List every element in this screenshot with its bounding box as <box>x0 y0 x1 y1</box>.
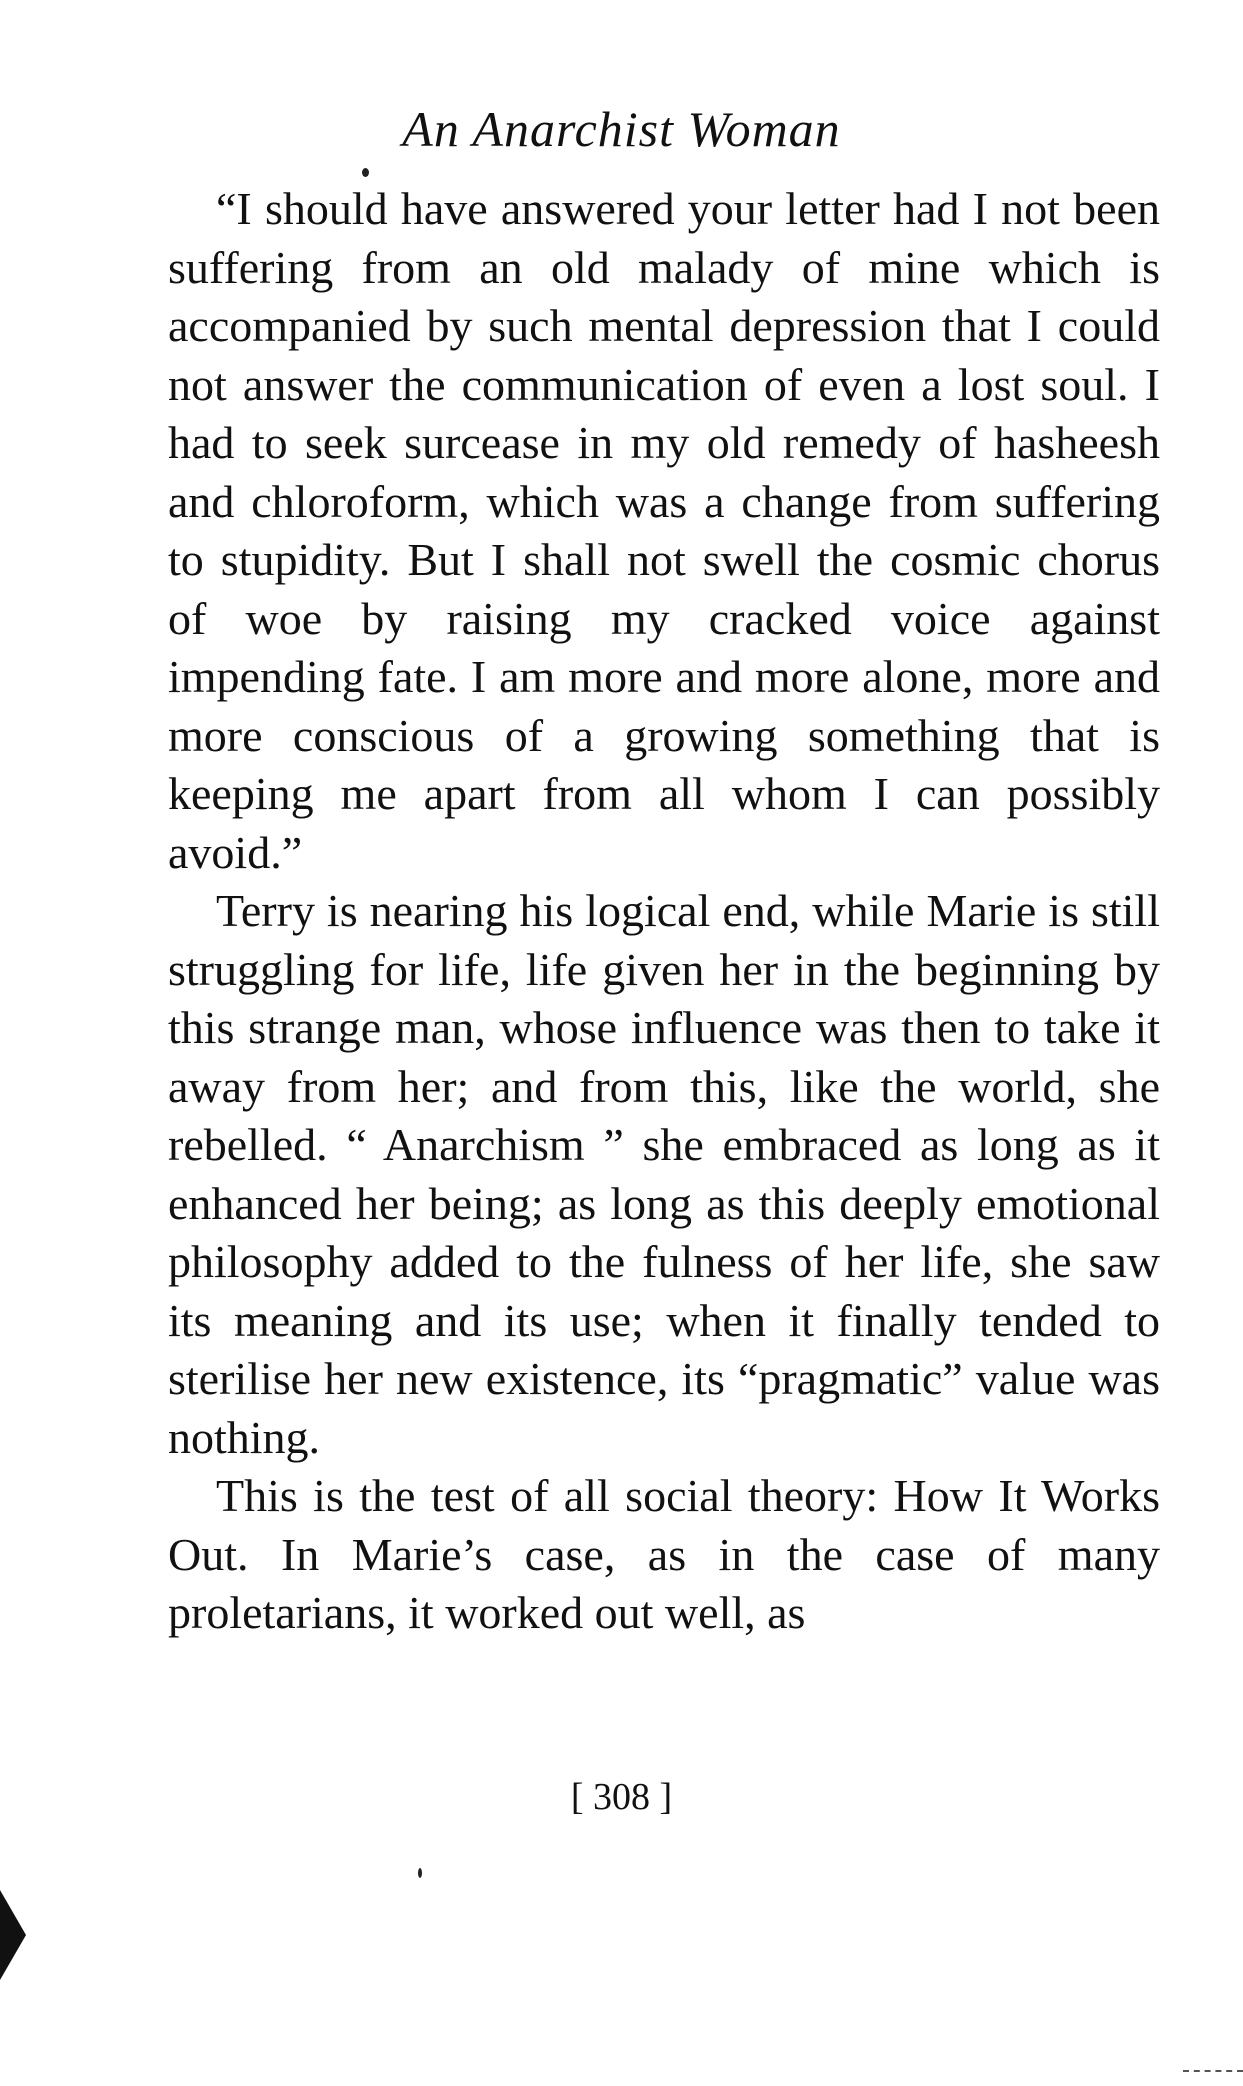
corner-smudge <box>1183 2070 1243 2078</box>
page-number: [ 308 ] <box>570 1776 673 1818</box>
paragraph-terry-marie: Terry is nearing his logical end, while Marie is still struggling for life, life given her in the beginning by this strange man, whose influence was then to take it away from her; and from this, like the world, she rebelled. “ Anarchism ” she embraced as long as it enhanced her being; as long as this deeply emotional philosophy added to the fulness of her life, she saw its meaning and its use; when it finally tended to sterilise her new existence, its “pragmatic” value was nothing. <box>168 885 1160 1463</box>
ink-speck <box>418 1868 422 1878</box>
body-text <box>168 180 1160 1643</box>
paragraph-social-theory: This is the test of all social theory: How It Works Out. In Marie’s case, as in the case of many proletarians, it worked out well, as <box>168 1470 1160 1638</box>
running-title: An Anarchist Woman <box>402 101 841 157</box>
page-edge-mark <box>0 1890 26 1980</box>
ink-speck <box>362 168 369 177</box>
paragraph-letter-quote: “I should have answered your letter had I not been suffering from an old malady of mine which is accompanied by such mental depression that I could not answer the communication of even a lost soul. I had to seek surcease in my old remedy of hasheesh and chloroform, which was a change from suffering to stupidity. But I shall not swell the cosmic chorus of woe by raising my cracked voice against impending fate. I am more and more alone, more and more conscious of a growing something that is keeping me apart from all whom I can possibly avoid.” <box>168 183 1160 878</box>
